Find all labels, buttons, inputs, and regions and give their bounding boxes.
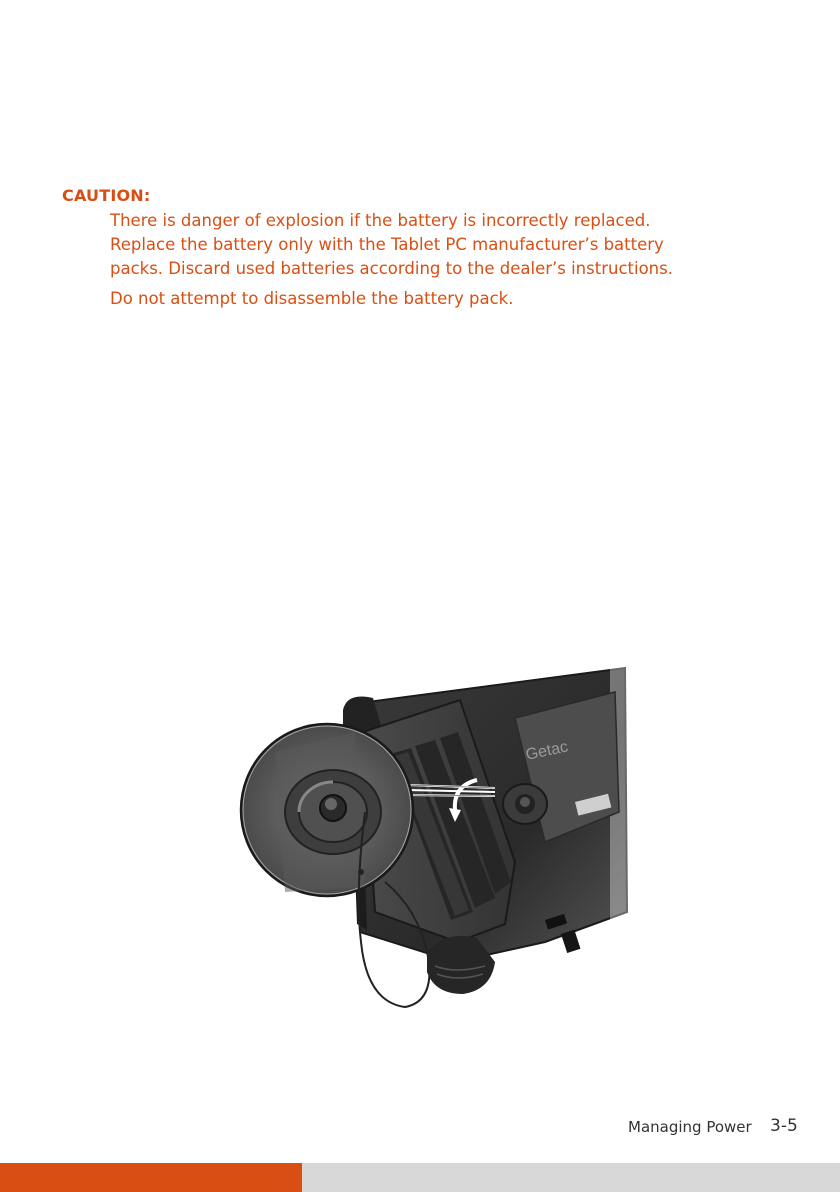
caution-block — [62, 186, 802, 311]
footer-accent-bar — [0, 1163, 302, 1192]
footer-gray-bar — [302, 1163, 840, 1192]
getac-logo-text: Getac — [524, 738, 570, 764]
caution-body — [110, 209, 802, 311]
footer-page-number: 3-5 — [770, 1116, 798, 1136]
footer-section-label: Managing Power — [628, 1118, 752, 1136]
battery-lock-illustration — [215, 662, 635, 1020]
caution-line-1: There is danger of explosion if the battery is incorrectly replaced. — [110, 211, 651, 230]
caution-paragraph-1 — [110, 209, 802, 281]
caution-paragraph-2: Do not attempt to disassemble the battery pack. — [110, 289, 514, 308]
caution-line-2: Replace the battery only with the Tablet PC manufacturer’s battery — [110, 235, 664, 254]
tablet-back-drawing — [215, 662, 635, 1020]
caution-heading: CAUTION: — [62, 186, 151, 205]
caution-line-3: packs. Discard used batteries according to the dealer’s instructions. — [110, 259, 673, 278]
